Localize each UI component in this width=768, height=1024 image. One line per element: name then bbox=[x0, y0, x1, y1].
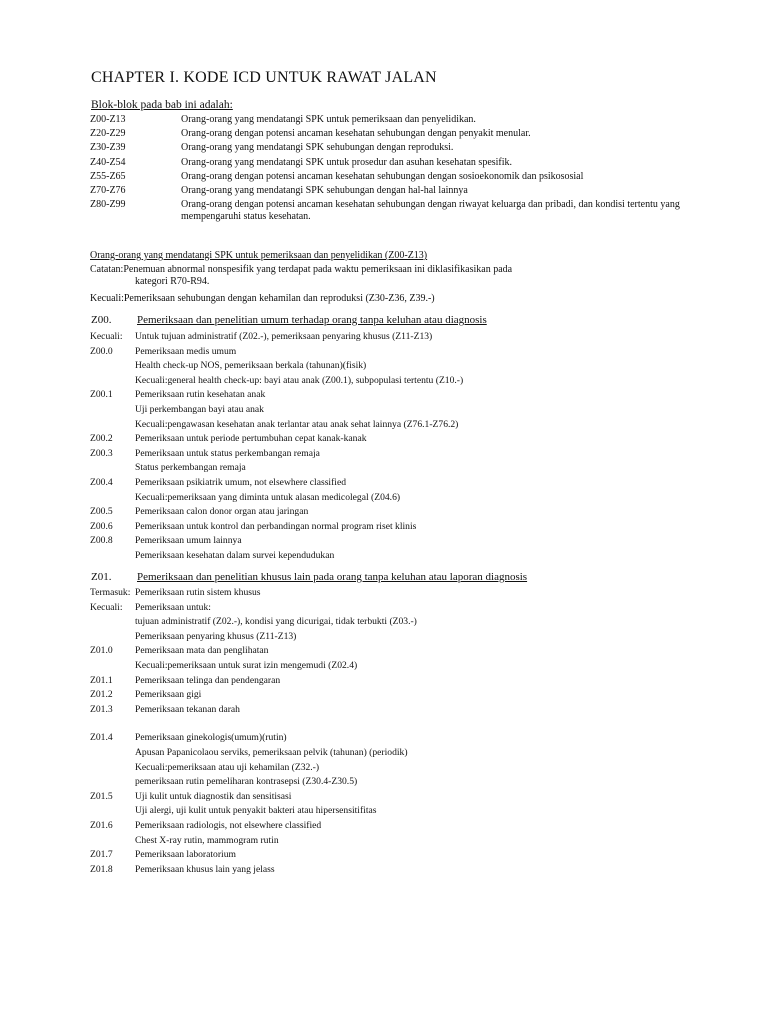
entry-code: Z00.3 bbox=[90, 447, 113, 459]
entry-code bbox=[90, 630, 135, 645]
block-row bbox=[90, 199, 680, 222]
entry-text: Pemeriksaan laboratorium bbox=[135, 849, 236, 861]
entry-code: Z01.0 bbox=[90, 645, 113, 657]
entry-code: Z00.6 bbox=[90, 520, 113, 532]
entry-row bbox=[90, 330, 690, 345]
block-row bbox=[90, 171, 680, 183]
entry-code: Z00.2 bbox=[90, 433, 113, 445]
entry-text: Kecuali:general health check-up: bayi atau anak (Z00.1), subpopulasi tertentu (Z10.-) bbox=[135, 374, 464, 386]
z00-entries bbox=[90, 330, 690, 564]
block-row bbox=[90, 142, 680, 154]
entry-row bbox=[90, 586, 690, 601]
entry-code bbox=[90, 374, 135, 389]
entry-row bbox=[90, 863, 690, 878]
entry-text: Pemeriksaan penyaring khusus (Z11-Z13) bbox=[135, 630, 297, 642]
entry-code: Z00.4 bbox=[90, 476, 113, 488]
entry-code bbox=[90, 615, 135, 630]
block-desc: Orang-orang yang mendatangi SPK untuk prosedur dan asuhan kesehatan spesifik. bbox=[181, 156, 513, 168]
note-block bbox=[90, 264, 690, 288]
entry-row bbox=[90, 848, 690, 863]
entry-row bbox=[90, 359, 690, 374]
entry-code: Z01.5 bbox=[90, 790, 113, 802]
entry-row bbox=[90, 615, 690, 630]
entry-text: Uji alergi, uji kulit untuk penyakit bakteri atau hipersensitifitas bbox=[135, 805, 377, 817]
entry-code: Z01.2 bbox=[90, 689, 113, 701]
block-desc: Orang-orang yang mendatangi SPK sehubungan dengan reproduksi. bbox=[181, 142, 454, 154]
entry-code: Z00.0 bbox=[90, 345, 113, 357]
entry-code: Z01.6 bbox=[90, 819, 113, 831]
block-desc: Orang-orang yang mendatangi SPK sehubungan dengan hal-hal lainnya bbox=[181, 184, 468, 196]
block-list-heading: Blok-blok pada bab ini adalah: bbox=[91, 99, 233, 111]
entry-code bbox=[90, 418, 135, 433]
entry-row bbox=[90, 520, 690, 535]
entry-row bbox=[90, 601, 690, 616]
block-desc: Orang-orang dengan potensi ancaman kesehatan sehubungan dengan riwayat keluarga dan pribadi, dan kondisi tertentu yang mempengaruhi status kesehatan. bbox=[181, 199, 680, 222]
entry-code bbox=[90, 761, 135, 776]
entry-row bbox=[90, 790, 690, 805]
note-continuation: kategori R70-R94. bbox=[135, 276, 210, 287]
entry-code: Z01.8 bbox=[90, 863, 113, 875]
entry-text: Pemeriksaan rutin sistem khusus bbox=[135, 587, 261, 598]
entry-text: Pemeriksaan radiologis, not elsewhere classified bbox=[135, 819, 322, 831]
entry-row bbox=[90, 403, 690, 418]
entry-row bbox=[90, 418, 690, 433]
entry-row bbox=[90, 775, 690, 790]
block-desc: Orang-orang yang mendatangi SPK untuk pemeriksaan dan penyelidikan. bbox=[181, 114, 476, 125]
note-row bbox=[90, 264, 690, 276]
section-title: Orang-orang yang mendatangi SPK untuk pemeriksaan dan penyelidikan (Z00-Z13) bbox=[90, 250, 428, 261]
entry-row bbox=[90, 659, 690, 674]
entry-row bbox=[90, 534, 690, 549]
block-list bbox=[90, 114, 680, 225]
entry-text: Kecuali:pemeriksaan atau uji kehamilan (Z32.-) bbox=[135, 761, 320, 773]
entry-row bbox=[90, 834, 690, 849]
block-code: Z00-Z13 bbox=[90, 114, 126, 125]
entry-text: Kecuali:pengawasan kesehatan anak terlantar atau anak sehat lainnya (Z76.1-Z76.2) bbox=[135, 418, 459, 430]
entry-row bbox=[90, 388, 690, 403]
entry-text: Untuk tujuan administratif (Z02.-), pemeriksaan penyaring khusus (Z11-Z13) bbox=[135, 331, 433, 342]
entry-code bbox=[90, 834, 135, 849]
entry-row bbox=[90, 374, 690, 389]
entry-text: Pemeriksaan medis umum bbox=[135, 345, 237, 357]
entry-code: Termasuk: bbox=[90, 587, 131, 598]
entry-text: Pemeriksaan untuk periode pertumbuhan cepat kanak-kanak bbox=[135, 433, 367, 445]
entry-text: Pemeriksaan telinga dan pendengaran bbox=[135, 674, 281, 686]
entry-code bbox=[90, 359, 135, 374]
entry-row bbox=[90, 731, 690, 746]
entry-text: Kecuali:pemeriksaan yang diminta untuk alasan medicolegal (Z04.6) bbox=[135, 491, 401, 503]
z01-heading bbox=[91, 571, 527, 583]
entry-text: Pemeriksaan untuk kontrol dan perbandingan normal program riset klinis bbox=[135, 520, 417, 532]
entry-row bbox=[90, 674, 690, 689]
entry-row bbox=[90, 819, 690, 834]
note-text: Penemuan abnormal nonspesifik yang terdapat pada waktu pemeriksaan ini diklasifikasikan pada bbox=[123, 264, 513, 275]
entry-row bbox=[90, 491, 690, 506]
entry-text: Pemeriksaan ginekologis(umum)(rutin) bbox=[135, 732, 287, 744]
entry-code bbox=[90, 461, 135, 476]
entry-text: Pemeriksaan rutin kesehatan anak bbox=[135, 389, 266, 401]
entry-text: Kecuali:pemeriksaan untuk surat izin mengemudi (Z02.4) bbox=[135, 659, 358, 671]
entry-code bbox=[90, 804, 135, 819]
entry-text: Uji perkembangan bayi atau anak bbox=[135, 403, 264, 415]
entry-code bbox=[90, 549, 135, 564]
entry-text: Pemeriksaan khusus lain yang jelass bbox=[135, 863, 275, 875]
entry-text: Pemeriksaan untuk: bbox=[135, 601, 211, 613]
chapter-title: CHAPTER I. KODE ICD UNTUK RAWAT JALAN bbox=[91, 69, 437, 86]
entry-row bbox=[90, 644, 690, 659]
entry-row bbox=[90, 432, 690, 447]
entry-code: Z00.8 bbox=[90, 535, 113, 547]
entry-text: Pemeriksaan untuk status perkembangan remaja bbox=[135, 447, 320, 459]
block-code: Z40-Z54 bbox=[90, 156, 126, 168]
exclusion-row bbox=[90, 293, 690, 305]
entry-row bbox=[90, 630, 690, 645]
block-code: Z55-Z65 bbox=[90, 170, 126, 182]
entry-text: tujuan administratif (Z02.-), kondisi yang dicurigai, tidak terbukti (Z03.-) bbox=[135, 616, 417, 628]
entry-row bbox=[90, 688, 690, 703]
block-code: Z80-Z99 bbox=[90, 199, 126, 211]
entry-row bbox=[90, 447, 690, 462]
entry-code bbox=[90, 403, 135, 418]
entry-row bbox=[90, 505, 690, 520]
entry-code: Kecuali: bbox=[90, 601, 123, 613]
entry-code: Z01.7 bbox=[90, 849, 113, 861]
block-row bbox=[90, 185, 680, 197]
note-label: Catatan: bbox=[90, 264, 124, 275]
z01-entries bbox=[90, 586, 690, 877]
entry-row bbox=[90, 746, 690, 761]
entry-row bbox=[90, 804, 690, 819]
z01-code: Z01. bbox=[91, 571, 112, 583]
entry-text: Uji kulit untuk diagnostik dan sensitisasi bbox=[135, 790, 292, 802]
entry-code: Z01.4 bbox=[90, 732, 113, 744]
entry-code: Z01.3 bbox=[90, 703, 113, 715]
block-desc: Orang-orang dengan potensi ancaman kesehatan sehubungan dengan sosioekonomik dan psikososial bbox=[181, 170, 584, 182]
block-desc: Orang-orang dengan potensi ancaman kesehatan sehubungan dengan penyakit menular. bbox=[181, 128, 531, 140]
entry-text: Pemeriksaan kesehatan dalam survei kependudukan bbox=[135, 549, 335, 561]
entry-text: pemeriksaan rutin pemeliharan kontrasepsi (Z30.4-Z30.5) bbox=[135, 776, 358, 788]
entry-row bbox=[90, 345, 690, 360]
block-code: Z20-Z29 bbox=[90, 128, 126, 140]
entry-text: Pemeriksaan tekanan darah bbox=[135, 703, 240, 715]
entry-text: Pemeriksaan gigi bbox=[135, 689, 202, 701]
entry-row bbox=[90, 703, 690, 718]
entry-text: Chest X-ray rutin, mammogram rutin bbox=[135, 834, 279, 846]
entry-text: Pemeriksaan psikiatrik umum, not elsewhere classified bbox=[135, 476, 347, 488]
entry-row bbox=[90, 476, 690, 491]
entry-text: Health check-up NOS, pemeriksaan berkala (tahunan)(fisik) bbox=[135, 360, 367, 372]
block-row bbox=[90, 157, 680, 169]
entry-text: Status perkembangan remaja bbox=[135, 462, 246, 474]
entry-code: Kecuali: bbox=[90, 331, 123, 342]
entry-row bbox=[90, 761, 690, 776]
entry-code: Z01.1 bbox=[90, 674, 113, 686]
entry-text: Pemeriksaan umum lainnya bbox=[135, 535, 242, 547]
entry-row bbox=[90, 549, 690, 564]
entry-code bbox=[90, 491, 135, 506]
entry-text: Pemeriksaan mata dan penglihatan bbox=[135, 645, 269, 657]
entry-code bbox=[90, 746, 135, 761]
entry-text: Pemeriksaan calon donor organ atau jaringan bbox=[135, 506, 309, 518]
block-code: Z70-Z76 bbox=[90, 184, 126, 196]
section-z00-z13 bbox=[90, 250, 690, 305]
entry-code: Z00.5 bbox=[90, 506, 113, 518]
exclusion-label: Kecuali: bbox=[90, 293, 124, 304]
entry-row bbox=[90, 461, 690, 476]
block-row bbox=[90, 128, 680, 140]
z00-code: Z00. bbox=[91, 314, 112, 326]
z00-heading bbox=[91, 314, 487, 326]
z01-title: Pemeriksaan dan penelitian khusus lain pada orang tanpa keluhan atau laporan diagnosis bbox=[137, 571, 528, 583]
block-row bbox=[90, 114, 680, 126]
entry-code bbox=[90, 659, 135, 674]
block-code: Z30-Z39 bbox=[90, 142, 126, 154]
entry-code: Z00.1 bbox=[90, 389, 113, 401]
z00-title: Pemeriksaan dan penelitian umum terhadap orang tanpa keluhan atau diagnosis bbox=[137, 314, 487, 326]
entry-code bbox=[90, 775, 135, 790]
exclusion-text: Pemeriksaan sehubungan dengan kehamilan dan reproduksi (Z30-Z36, Z39.-) bbox=[123, 293, 435, 304]
entry-text: Apusan Papanicolaou serviks, pemeriksaan pelvik (tahunan) (periodik) bbox=[135, 746, 408, 758]
